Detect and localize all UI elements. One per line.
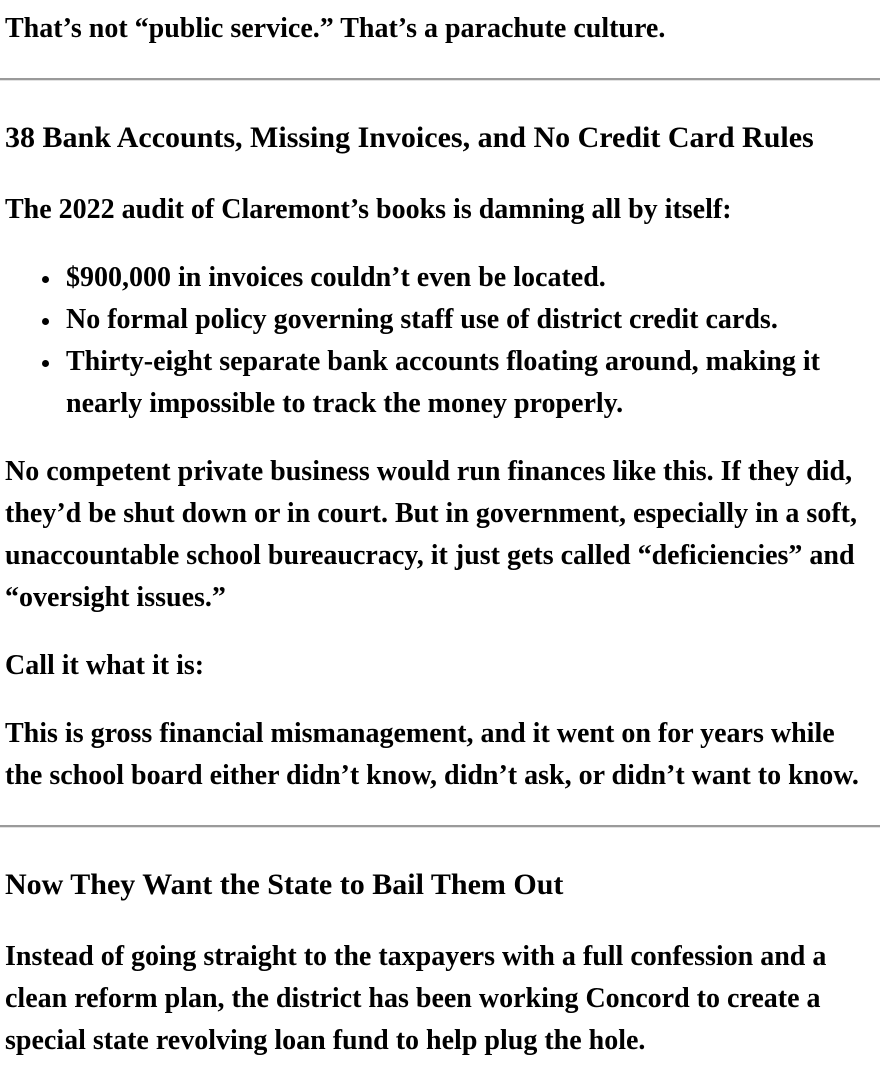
paragraph-no-competent-business: No competent private business would run finances like this. If they did, they’d be shut down or in court. But in government, especially in a soft, unaccountable school bureaucracy, it just gets called “deficiencies” and “oversight issues.” bbox=[5, 456, 857, 613]
section-heading-bank-accounts: 38 Bank Accounts, Missing Invoices, and No Credit Card Rules bbox=[5, 121, 814, 154]
section-heading-bailout: Now They Want the State to Bail Them Out bbox=[5, 868, 564, 901]
paragraph-instead-of-confession: Instead of going straight to the taxpayers with a full confession and a clean reform plan, the district has been working Concord to create a special state revolving loan fund to help plug the hole. bbox=[5, 941, 827, 1056]
section-divider bbox=[0, 78, 880, 81]
list-item-missing-invoices: • $900,000 in invoices couldn’t even be located. bbox=[62, 257, 878, 299]
paragraph-call-it: Call it what it is: bbox=[5, 650, 205, 681]
section-divider bbox=[0, 825, 880, 828]
audit-findings-list bbox=[5, 257, 878, 425]
paragraph-audit-intro: The 2022 audit of Claremont’s books is damning all by itself: bbox=[5, 194, 732, 225]
list-item-bank-accounts: • Thirty-eight separate bank accounts floating around, making it nearly impossible to track the money properly. bbox=[62, 341, 878, 425]
paragraph-parachute-culture: That’s not “public service.” That’s a parachute culture. bbox=[5, 13, 666, 44]
paragraph-gross-mismanagement: This is gross financial mismanagement, and it went on for years while the school board either didn’t know, didn’t ask, or didn’t want to know. bbox=[5, 718, 859, 791]
list-item-credit-card-policy: • No formal policy governing staff use of district credit cards. bbox=[62, 299, 878, 341]
